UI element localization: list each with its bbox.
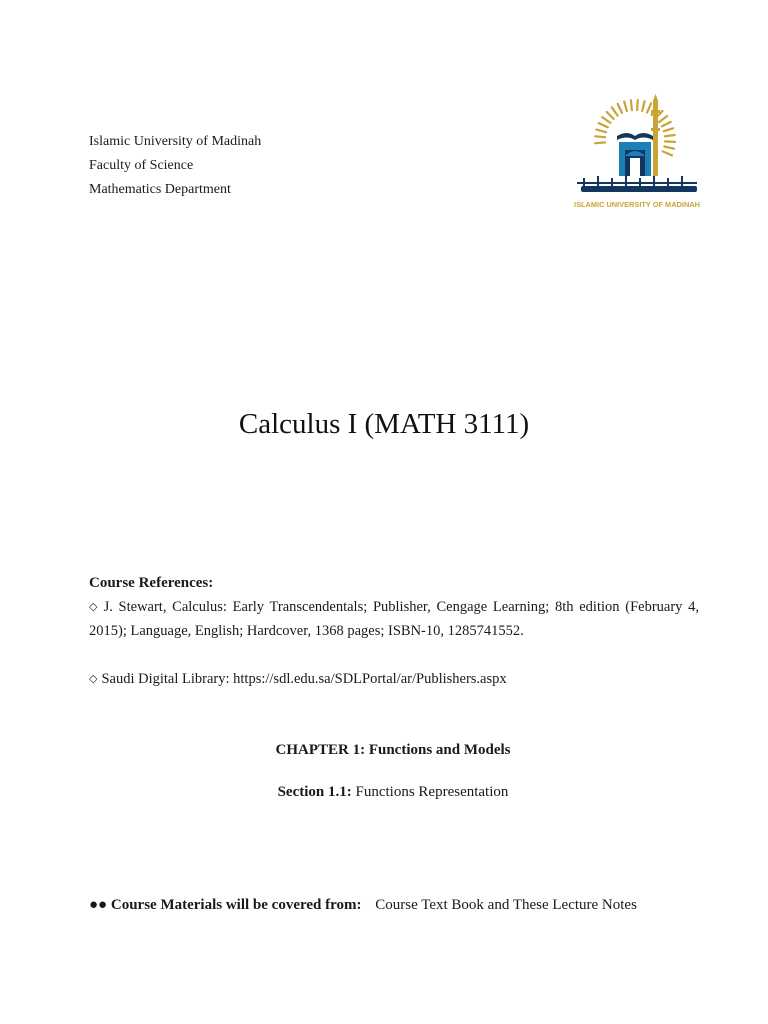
sun-ray	[624, 102, 627, 112]
course-materials	[89, 897, 709, 914]
sun-ray	[618, 104, 622, 113]
sun-ray	[665, 135, 675, 136]
sun-ray	[631, 100, 632, 110]
sun-ray	[595, 142, 605, 143]
sun-ray	[664, 147, 674, 149]
reference-text: Saudi Digital Library: https://sdl.edu.sa/SDLPortal/ar/Publishers.aspx	[101, 671, 507, 687]
university-logo	[573, 90, 701, 212]
section-heading	[0, 784, 768, 801]
sun-ray	[642, 101, 644, 111]
reference-text: J. Stewart, Calculus: Early Transcendentals; Publisher, Cengage Learning; 8th edition (February 4, 2015); Language, English; Hardcover, 1368 pages; ISBN-10, 1285741552.	[89, 599, 699, 639]
bullet-icon: ●●	[89, 897, 108, 913]
sun-ray	[659, 116, 667, 122]
sun-ray	[607, 112, 614, 119]
book-icon	[617, 133, 653, 140]
references-heading: Course References:	[89, 575, 214, 591]
section-title: Functions Representation	[355, 784, 509, 800]
sun-ray	[665, 141, 675, 142]
sun-ray	[599, 123, 608, 127]
sun-ray	[602, 117, 610, 123]
university-name: Islamic University of Madinah	[89, 134, 262, 149]
diamond-bullet-icon: ◇	[89, 673, 98, 685]
chapter-heading: CHAPTER 1: Functions and Models	[275, 742, 511, 758]
materials-value: Course Text Book and These Lecture Notes	[375, 897, 637, 913]
reference-item	[89, 595, 699, 643]
sun-ray	[637, 100, 638, 110]
diamond-bullet-icon: ◇	[89, 601, 100, 613]
sun-ray	[595, 136, 605, 137]
arabic-calligraphy	[577, 176, 697, 192]
sun-ray	[612, 107, 618, 115]
section-label: Section 1.1:	[277, 784, 352, 800]
course-references	[89, 571, 699, 691]
sun-ray	[664, 128, 674, 131]
faculty-name: Faculty of Science	[89, 158, 194, 173]
reference-item	[89, 667, 699, 691]
sun-ray	[663, 151, 672, 155]
logo-caption: ISLAMIC UNIVERSITY OF MADINAH	[574, 200, 700, 209]
course-title: Calculus I (MATH 3111)	[238, 408, 530, 440]
sun-ray	[596, 130, 606, 133]
institution-header	[89, 130, 261, 202]
sun-ray	[662, 122, 671, 127]
department-name: Mathematics Department	[89, 182, 231, 197]
materials-label: Course Materials will be covered from:	[110, 897, 362, 913]
sun-ray	[647, 103, 651, 112]
minaret-icon	[653, 102, 658, 176]
